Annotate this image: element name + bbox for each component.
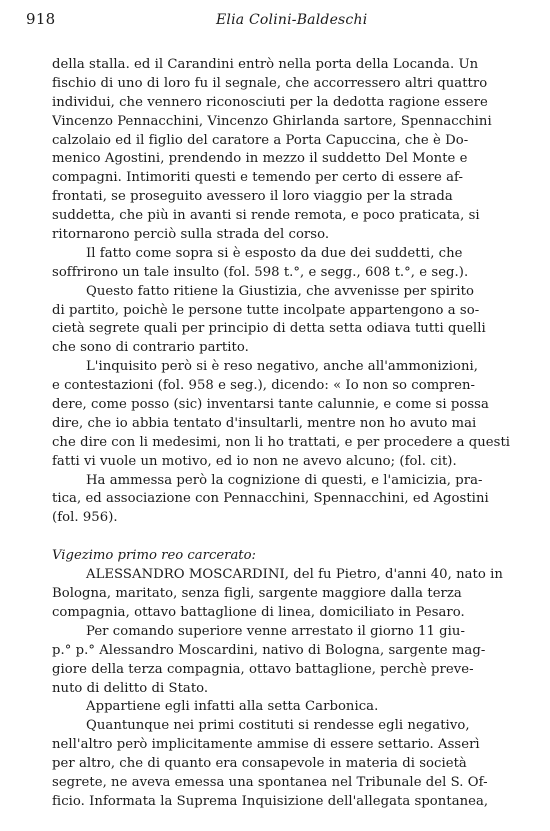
paragraph bbox=[52, 717, 522, 811]
text-line: tica, ed associazione con Pennacchini, Spennacchini, ed Agostini bbox=[52, 491, 489, 507]
text-line: menico Agostini, prendendo in mezzo il suddetto Del Monte e bbox=[52, 151, 468, 167]
text-line: (fol. 956). bbox=[52, 510, 118, 526]
text-line: fatti vi vuole un motivo, ed io non ne avevo alcuno; (fol. cit). bbox=[52, 453, 457, 469]
text-line: di partito, poichè le persone tutte incolpate appartengono a so- bbox=[52, 302, 480, 318]
text-line: calzolaio ed il figlio del caratore a Porta Capuccina, che è Do- bbox=[52, 132, 469, 148]
text-line: L'inquisito però si è reso negativo, anche all'ammonizioni, bbox=[86, 359, 479, 375]
paragraph bbox=[52, 245, 522, 283]
text-line: Quantunque nei primi costituti si rendesse egli negativo, bbox=[86, 718, 470, 734]
text-line: compagnia, ottavo battaglione di linea, domiciliato in Pesaro. bbox=[52, 604, 465, 620]
text-line: segrete, ne aveva emessa una spontanea nel Tribunale del S. Of- bbox=[52, 774, 488, 790]
text-line: per altro, che di quanto era consapevole in materia di società bbox=[52, 756, 467, 772]
body-text bbox=[52, 56, 522, 812]
paragraph bbox=[52, 56, 522, 245]
text-line: Questo fatto ritiene la Giustizia, che avvenisse per spirito bbox=[86, 283, 474, 299]
paragraph bbox=[52, 566, 522, 623]
text-line: Ha ammessa però la cognizione di questi, e l'amicizia, pra- bbox=[86, 472, 483, 488]
text-line: Appartiene egli infatti alla setta Carbonica. bbox=[86, 699, 379, 715]
text-line: ficio. Informata la Suprema Inquisizione dell'allegata spontanea, bbox=[52, 793, 489, 809]
text-line: individui, che vennero riconosciuti per la dedotta ragione essere bbox=[52, 94, 488, 110]
text-line: compagni. Intimoriti questi e temendo per certo di essere af- bbox=[52, 170, 463, 186]
text-line: fischio di uno di loro fu il segnale, che accorressero altri quattro bbox=[52, 75, 488, 91]
text-line: che sono di contrario partito. bbox=[52, 340, 249, 356]
text-line: nuto di delitto di Stato. bbox=[52, 680, 209, 696]
text-line: Vincenzo Pennacchini, Vincenzo Ghirlanda sartore, Spennacchini bbox=[52, 113, 492, 129]
paragraph bbox=[52, 698, 522, 717]
text-line: suddetta, che più in avanti si rende remota, e poco praticata, si bbox=[52, 208, 480, 224]
text-line: p.° p.° Alessandro Moscardini, nativo di Bologna, sargente mag- bbox=[52, 642, 486, 658]
page-number: 918 bbox=[26, 10, 56, 28]
paragraph bbox=[52, 623, 522, 699]
text-line: che dire con li medesimi, non li ho trattati, e per procedere a questi bbox=[52, 434, 511, 450]
section bbox=[52, 547, 522, 811]
text-line: soffrirono un tale insulto (fol. 598 t.°, e segg., 608 t.°, e seg.). bbox=[52, 264, 469, 280]
text-line: Il fatto come sopra si è esposto da due dei suddetti, che bbox=[86, 245, 463, 261]
text-line: cietà segrete quali per principio di detta setta odiava tutti quelli bbox=[52, 321, 486, 337]
running-head: Elia Colini-Baldeschi bbox=[216, 12, 368, 28]
text-line: dire, che io abbia tentato d'insultarli, mentre non ho avuto mai bbox=[52, 415, 477, 431]
paragraph bbox=[52, 472, 522, 529]
text-line: e contestazioni (fol. 958 e seg.), dicendo: « Io non so compren- bbox=[52, 378, 476, 394]
page-header bbox=[26, 10, 526, 36]
text-line: Per comando superiore venne arrestato il giorno 11 giu- bbox=[86, 623, 465, 639]
text-line: frontati, se proseguito avessero il loro viaggio per la strada bbox=[52, 189, 453, 205]
text-line: giore della terza compagnia, ottavo battaglione, perchè preve- bbox=[52, 661, 474, 677]
text-line: Bologna, maritato, senza figli, sargente maggiore dalla terza bbox=[52, 586, 462, 602]
text-line: dere, come posso (sic) inventarsi tante calunnie, e come si possa bbox=[52, 397, 489, 413]
text-line: nell'altro però implicitamente ammise di essere settario. Asserì bbox=[52, 737, 480, 753]
section-title: Vigezimo primo reo carcerato: bbox=[52, 548, 256, 564]
paragraph bbox=[52, 358, 522, 471]
paragraph bbox=[52, 283, 522, 359]
text-line: della stalla. ed il Carandini entrò nella porta della Locanda. Un bbox=[52, 57, 479, 72]
text-line: ritornarono perciò sulla strada del corso. bbox=[52, 227, 330, 243]
text-line: ALESSANDRO MOSCARDINI, del fu Pietro, d'anni 40, nato in bbox=[86, 567, 503, 583]
section-spacer bbox=[52, 528, 522, 547]
